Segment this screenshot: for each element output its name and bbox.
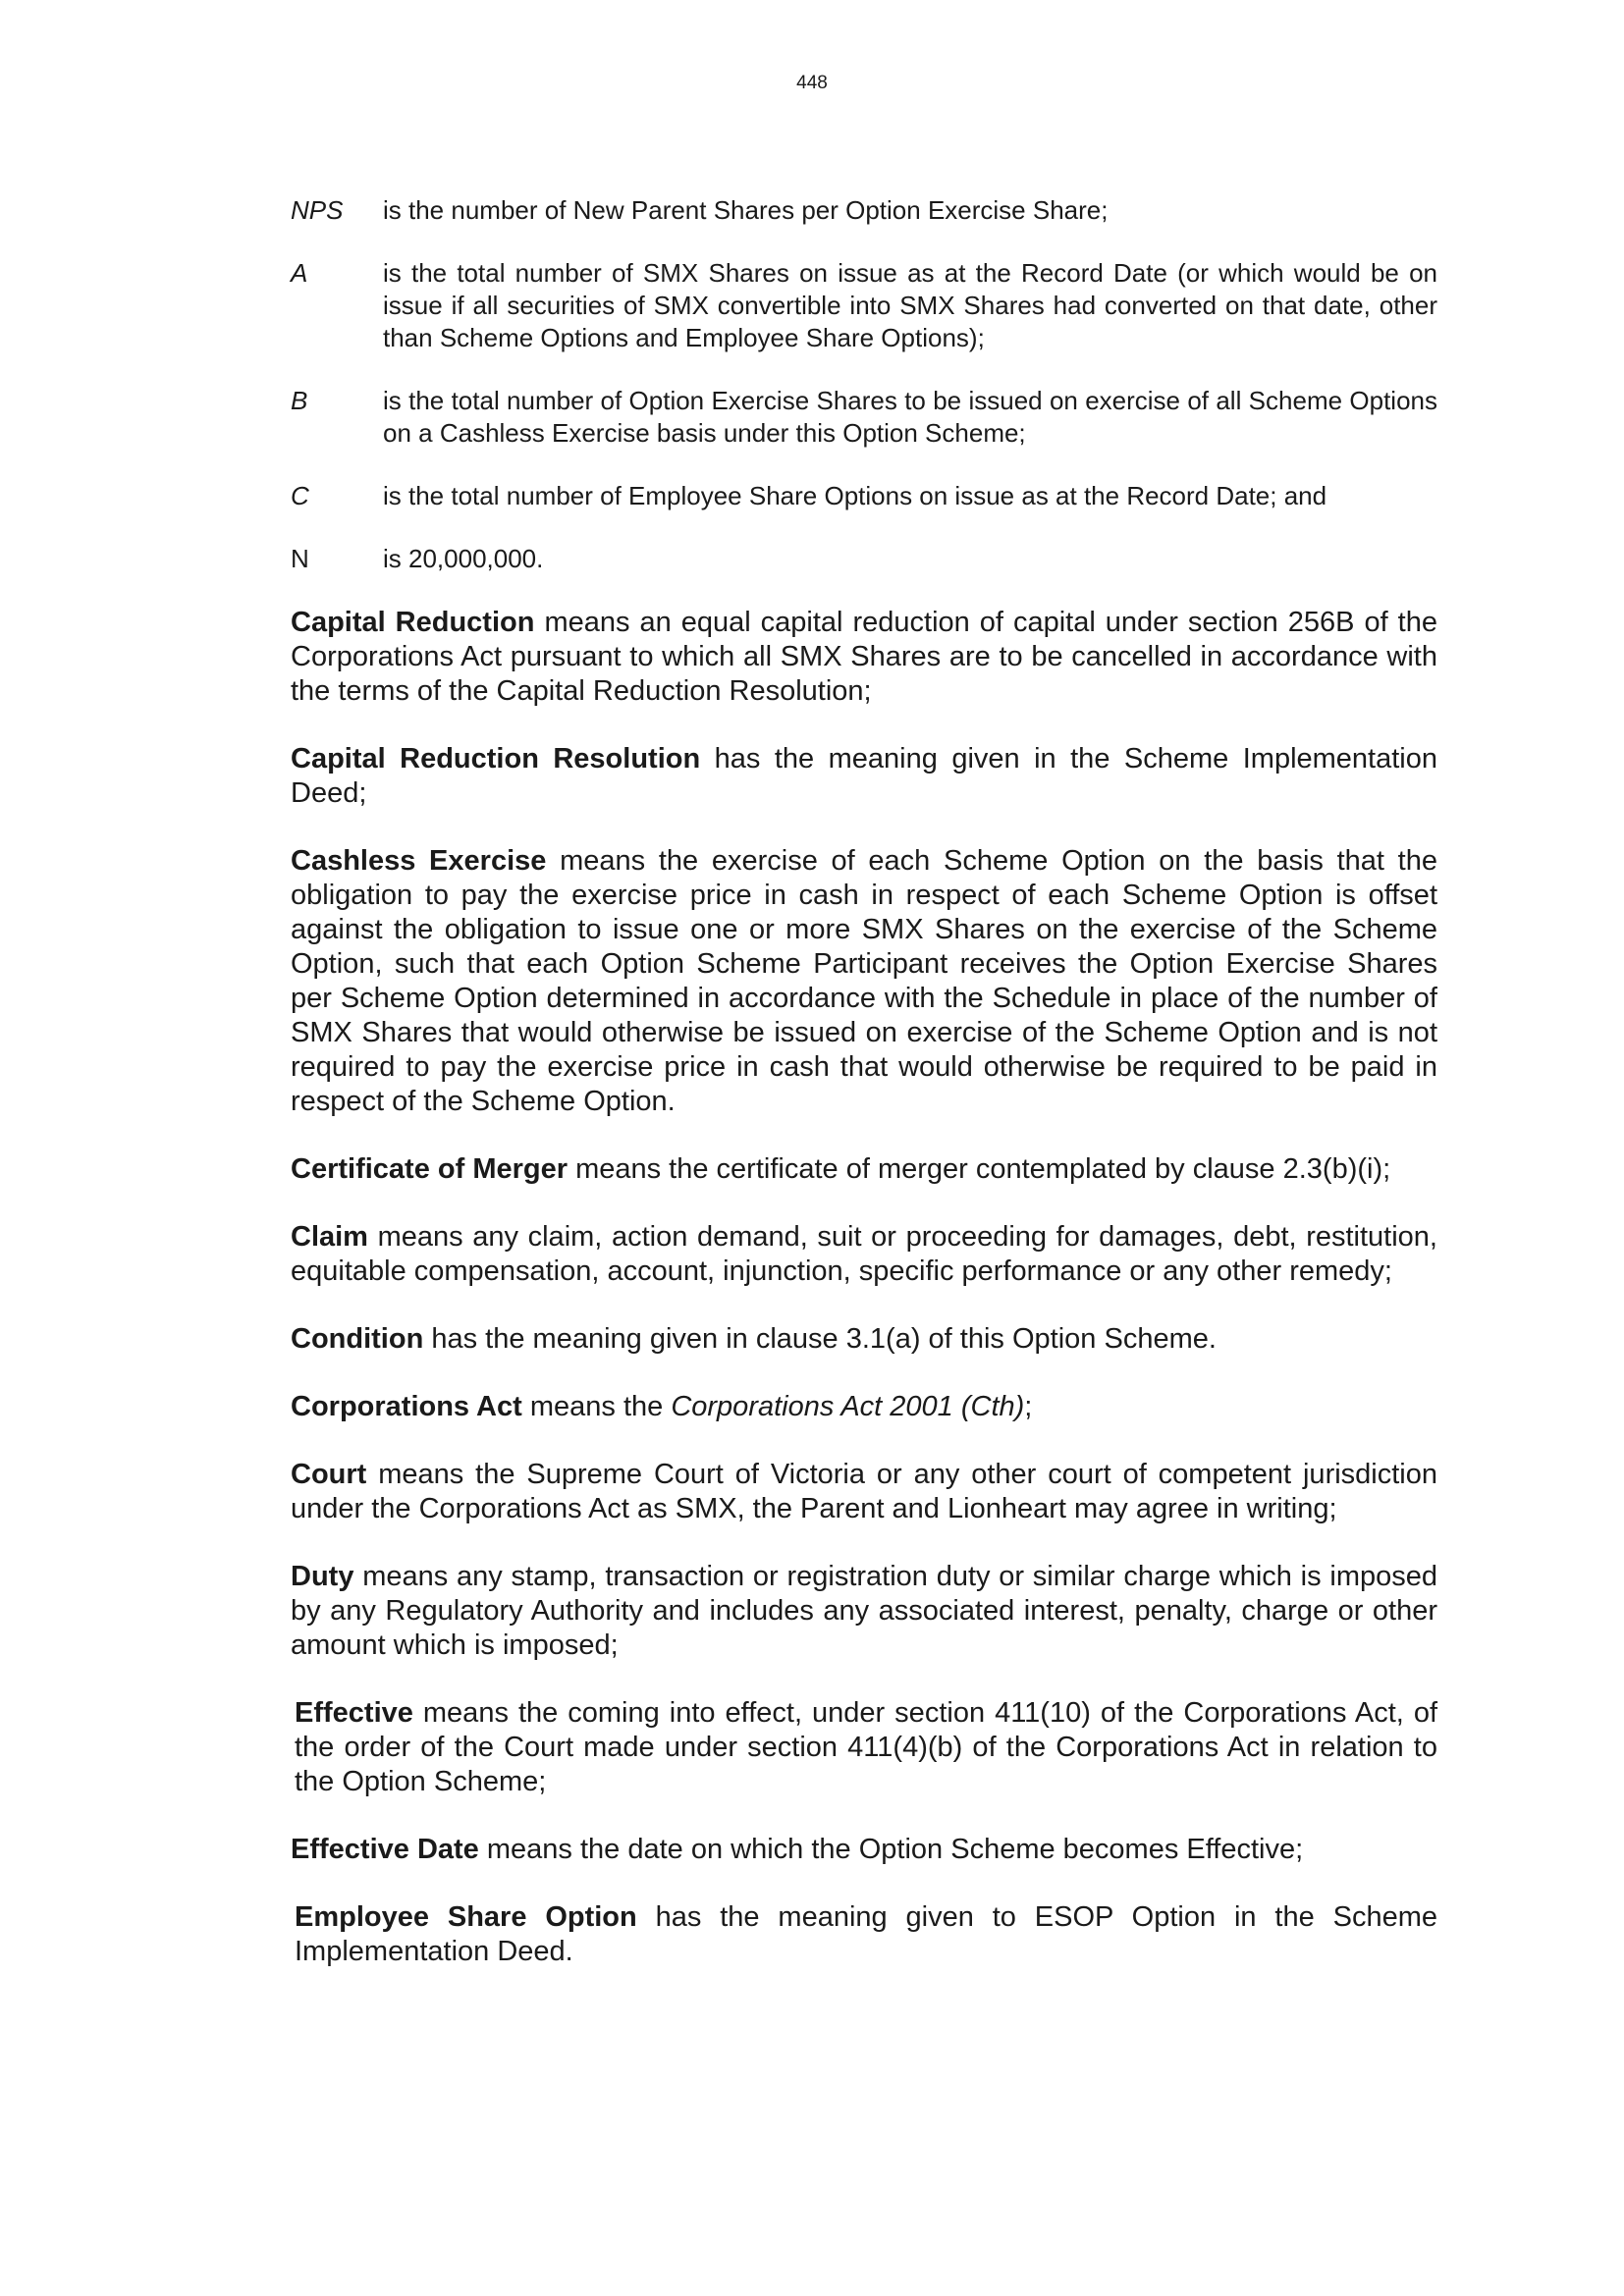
variable-row-n [291, 543, 1437, 575]
definition-claim [291, 1220, 1437, 1289]
page-number: 448 [796, 73, 828, 93]
definition-text: means the coming into effect, under section 411(10) of the Corporations Act, of the order of the Court made under section 411(4)(b) of the Corporations Act in relation to the Option Scheme; [295, 1697, 1437, 1797]
definition-capital-reduction-resolution [291, 742, 1437, 811]
variable-row-c [291, 480, 1437, 512]
variable-symbol: C [291, 481, 309, 510]
definition-text: means the date on which the Option Scheme becomes Effective; [478, 1834, 1304, 1865]
defined-term: Capital Reduction [291, 607, 535, 638]
definition-cashless-exercise [291, 844, 1437, 1119]
variable-description: is the total number of Option Exercise Shares to be issued on exercise of all Scheme Options on a Cashless Exercise basis under this Option Scheme; [383, 386, 1437, 448]
variable-symbol: NPS [291, 195, 344, 225]
definition-text: means the exercise of each Scheme Option on the basis that the obligation to pay the exercise price in cash in respect of each Scheme Option is offset against the obligation to issue one or more SMX Shares on the exercise of the Scheme Option, such that each Option Scheme Participant receives the Option Exercise Shares per Scheme Option determined in accordance with the Schedule in place of the number of SMX Shares that would otherwise be issued on exercise of the Scheme Option and is not required to pay the exercise price in cash that would otherwise be required to be paid in respect of the Scheme Option. [291, 845, 1437, 1117]
defined-term: Effective Date [291, 1834, 479, 1865]
definition-court [291, 1458, 1437, 1526]
variable-symbol: A [291, 258, 308, 288]
variable-symbol: B [291, 386, 308, 415]
definition-text: has the meaning given to ESOP Option in the Scheme Implementation Deed. [295, 1901, 1437, 1967]
defined-term: Employee Share Option [295, 1901, 637, 1933]
definition-text: means the [521, 1391, 672, 1422]
definition-certificate-of-merger [291, 1152, 1437, 1187]
definition-corporations-act [291, 1390, 1437, 1424]
defined-term: Effective [295, 1697, 413, 1729]
variable-symbol: N [291, 544, 309, 573]
defined-term: Cashless Exercise [291, 845, 547, 877]
definition-duty [291, 1560, 1437, 1663]
definition-text: means any stamp, transaction or registration duty or similar charge which is imposed by any Regulatory Authority and includes any associated interest, penalty, charge or other amount which is imposed; [291, 1561, 1437, 1661]
variable-description: is 20,000,000. [383, 544, 544, 573]
variable-row-a [291, 257, 1437, 354]
defined-term: Corporations Act [291, 1391, 522, 1422]
definition-effective [291, 1696, 1437, 1799]
defined-term: Duty [291, 1561, 354, 1592]
definition-text: means any claim, action demand, suit or proceeding for damages, debt, restitution, equitable compensation, account, injunction, specific performance or any other remedy; [291, 1221, 1437, 1287]
variable-description: is the total number of Employee Share Options on issue as at the Record Date; and [383, 481, 1327, 510]
defined-term: Certificate of Merger [291, 1153, 568, 1185]
defined-term: Capital Reduction Resolution [291, 743, 701, 774]
defined-term: Claim [291, 1221, 368, 1253]
definition-text: means the Supreme Court of Victoria or any other court of competent jurisdiction under the Corporations Act as SMX, the Parent and Lionheart may agree in writing; [291, 1459, 1437, 1524]
definition-effective-date [291, 1833, 1437, 1867]
definitions-section [291, 194, 1437, 2002]
variable-description: is the number of New Parent Shares per Option Exercise Share; [383, 195, 1109, 225]
definition-text: means the certificate of merger contemplated by clause 2.3(b)(i); [568, 1153, 1391, 1185]
variable-description: is the total number of SMX Shares on issue as at the Record Date (or which would be on issue if all securities of SMX convertible into SMX Shares had converted on that date, other than Scheme Options and Employee Share Options); [383, 258, 1437, 352]
definition-employee-share-option [291, 1900, 1437, 1969]
variable-row-b [291, 385, 1437, 450]
definition-text: means an equal capital reduction of capital under section 256B of the Corporations Act pursuant to which all SMX Shares are to be cancelled in accordance with the terms of the Capital Reduction Resolution; [291, 607, 1437, 707]
definition-text-end: ; [1024, 1391, 1033, 1422]
defined-term: Court [291, 1459, 367, 1490]
definition-text: has the meaning given in the Scheme Implementation Deed; [291, 743, 1438, 809]
variable-row-nps [291, 194, 1437, 227]
statute-title: Corporations Act 2001 (Cth) [671, 1391, 1025, 1422]
defined-term: Condition [291, 1323, 424, 1355]
definition-condition [291, 1322, 1437, 1357]
definition-text: has the meaning given in clause 3.1(a) of this Option Scheme. [423, 1323, 1217, 1355]
definition-capital-reduction [291, 606, 1437, 709]
